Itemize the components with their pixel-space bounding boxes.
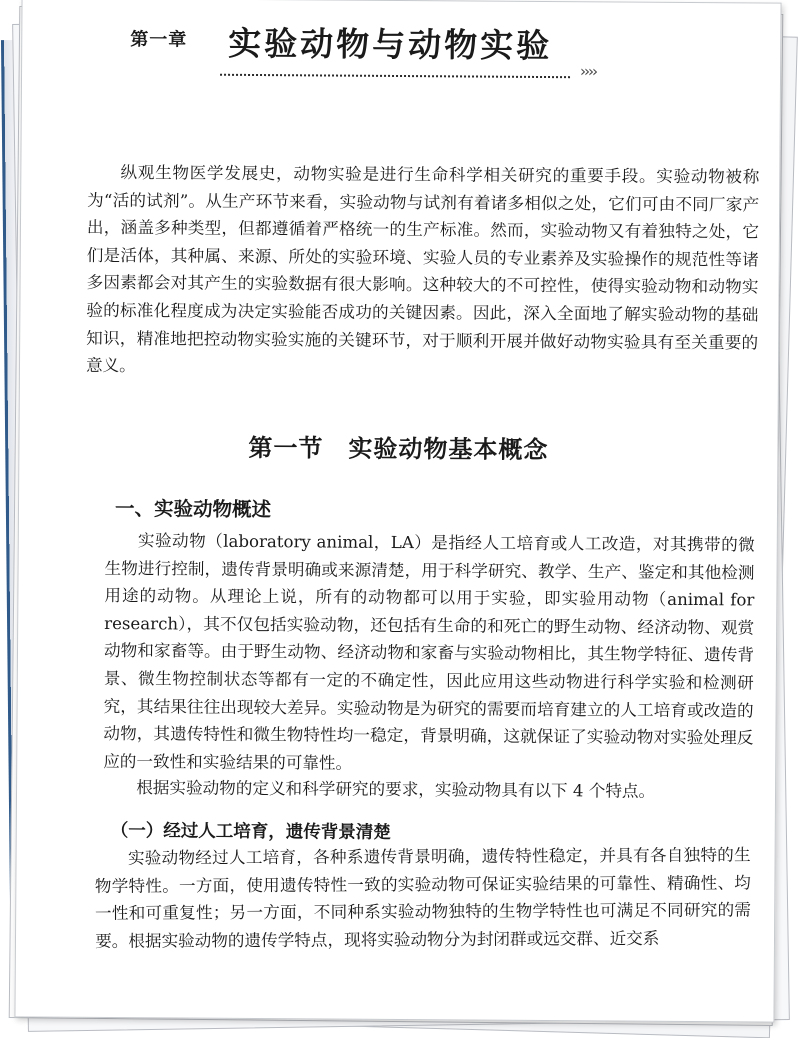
intro-paragraph: 纵观生物医学发展史，动物实验是进行生命科学相关研究的重要手段。实验动物被称为“活的试剂”。从生产环节来看，实验动物与试剂有着诸多相似之处，它们可由不同厂家产出，涵盖多种类型，但都遵循着严格统一的生产标准。然而，实验动物又有着独特之处，它们是活体，其种属、来源、所处的实验环境、实验人员的专业素养及实验操作的规范性等诸多因素都会对其产生的实验数据有很大影响。这种较大的不可控性，使得实验动物和动物实验的标准化程度成为决定实验能否成功的关键因素。因此，深入全面地了解实验动物的基础知识，精准地把控动物实验实施的关键环节，对于顺利开展并做好动物实验具有至关重要的意义。: [85, 163, 760, 376]
subsection-title: 一、实验动物概述: [114, 497, 272, 522]
section-title: 第一节 实验动物基本概念: [248, 433, 549, 465]
chevron-ornament-icon: ››››: [580, 62, 597, 81]
definition-paragraph: 实验动物（laboratory animal，LA）是指经人工培育或人工改造，对其携带的微生物进行控制，遗传背景明确或来源清楚，用于科学研究、教学、生产、鉴定和其他检测用途的动物。从理论上说，所有的动物都可以用于实验，即实验用动物（animal for research），其不仅包括实验动物，还包括有生命的和死亡的野生动物、经济动物、观赏动物和家畜等。由于野生动物、经济动物和家畜与实验动物相比，其生物学特征、遗传背景、微生物控制状态等都有一定的不确定性，因此应用这些动物进行科学实验和检测研究，其结果往往出现较大差异。实验动物是为研究的需要而培育建立的人工培育或改造的动物，其遗传特性和微生物特性均一稳定，背景明确，这就保证了实验动物对实验处理反应的一致性和实验结果的可靠性。: [103, 531, 755, 773]
chapter-label: 第一章: [130, 29, 188, 51]
chapter-title: 实验动物与动物实验: [228, 23, 553, 66]
chapter-dotted-rule: [220, 74, 570, 78]
breeding-paragraph: 实验动物经过人工培育，各种系遗传背景明确，遗传特性稳定，并具有各自独特的生物学特性。一方面，使用遗传特性一致的实验动物可保证实验结果的可靠性、精确性、均一性和可重复性；另一方面，不同种系实验动物独特的生物学特性也可满足不同研究的需要。根据实验动物的遗传学特点，现将实验动物分为封闭群或远交群、近交系: [94, 845, 752, 951]
document-page: [14, 0, 781, 1023]
features-intro-paragraph: 根据实验动物的定义和科学研究的要求，实验动物具有以下 4 个特点。: [136, 778, 656, 801]
subsubsection-title: （一）经过人工培育，遗传背景清楚: [110, 821, 391, 843]
chapter-header: [130, 15, 600, 82]
